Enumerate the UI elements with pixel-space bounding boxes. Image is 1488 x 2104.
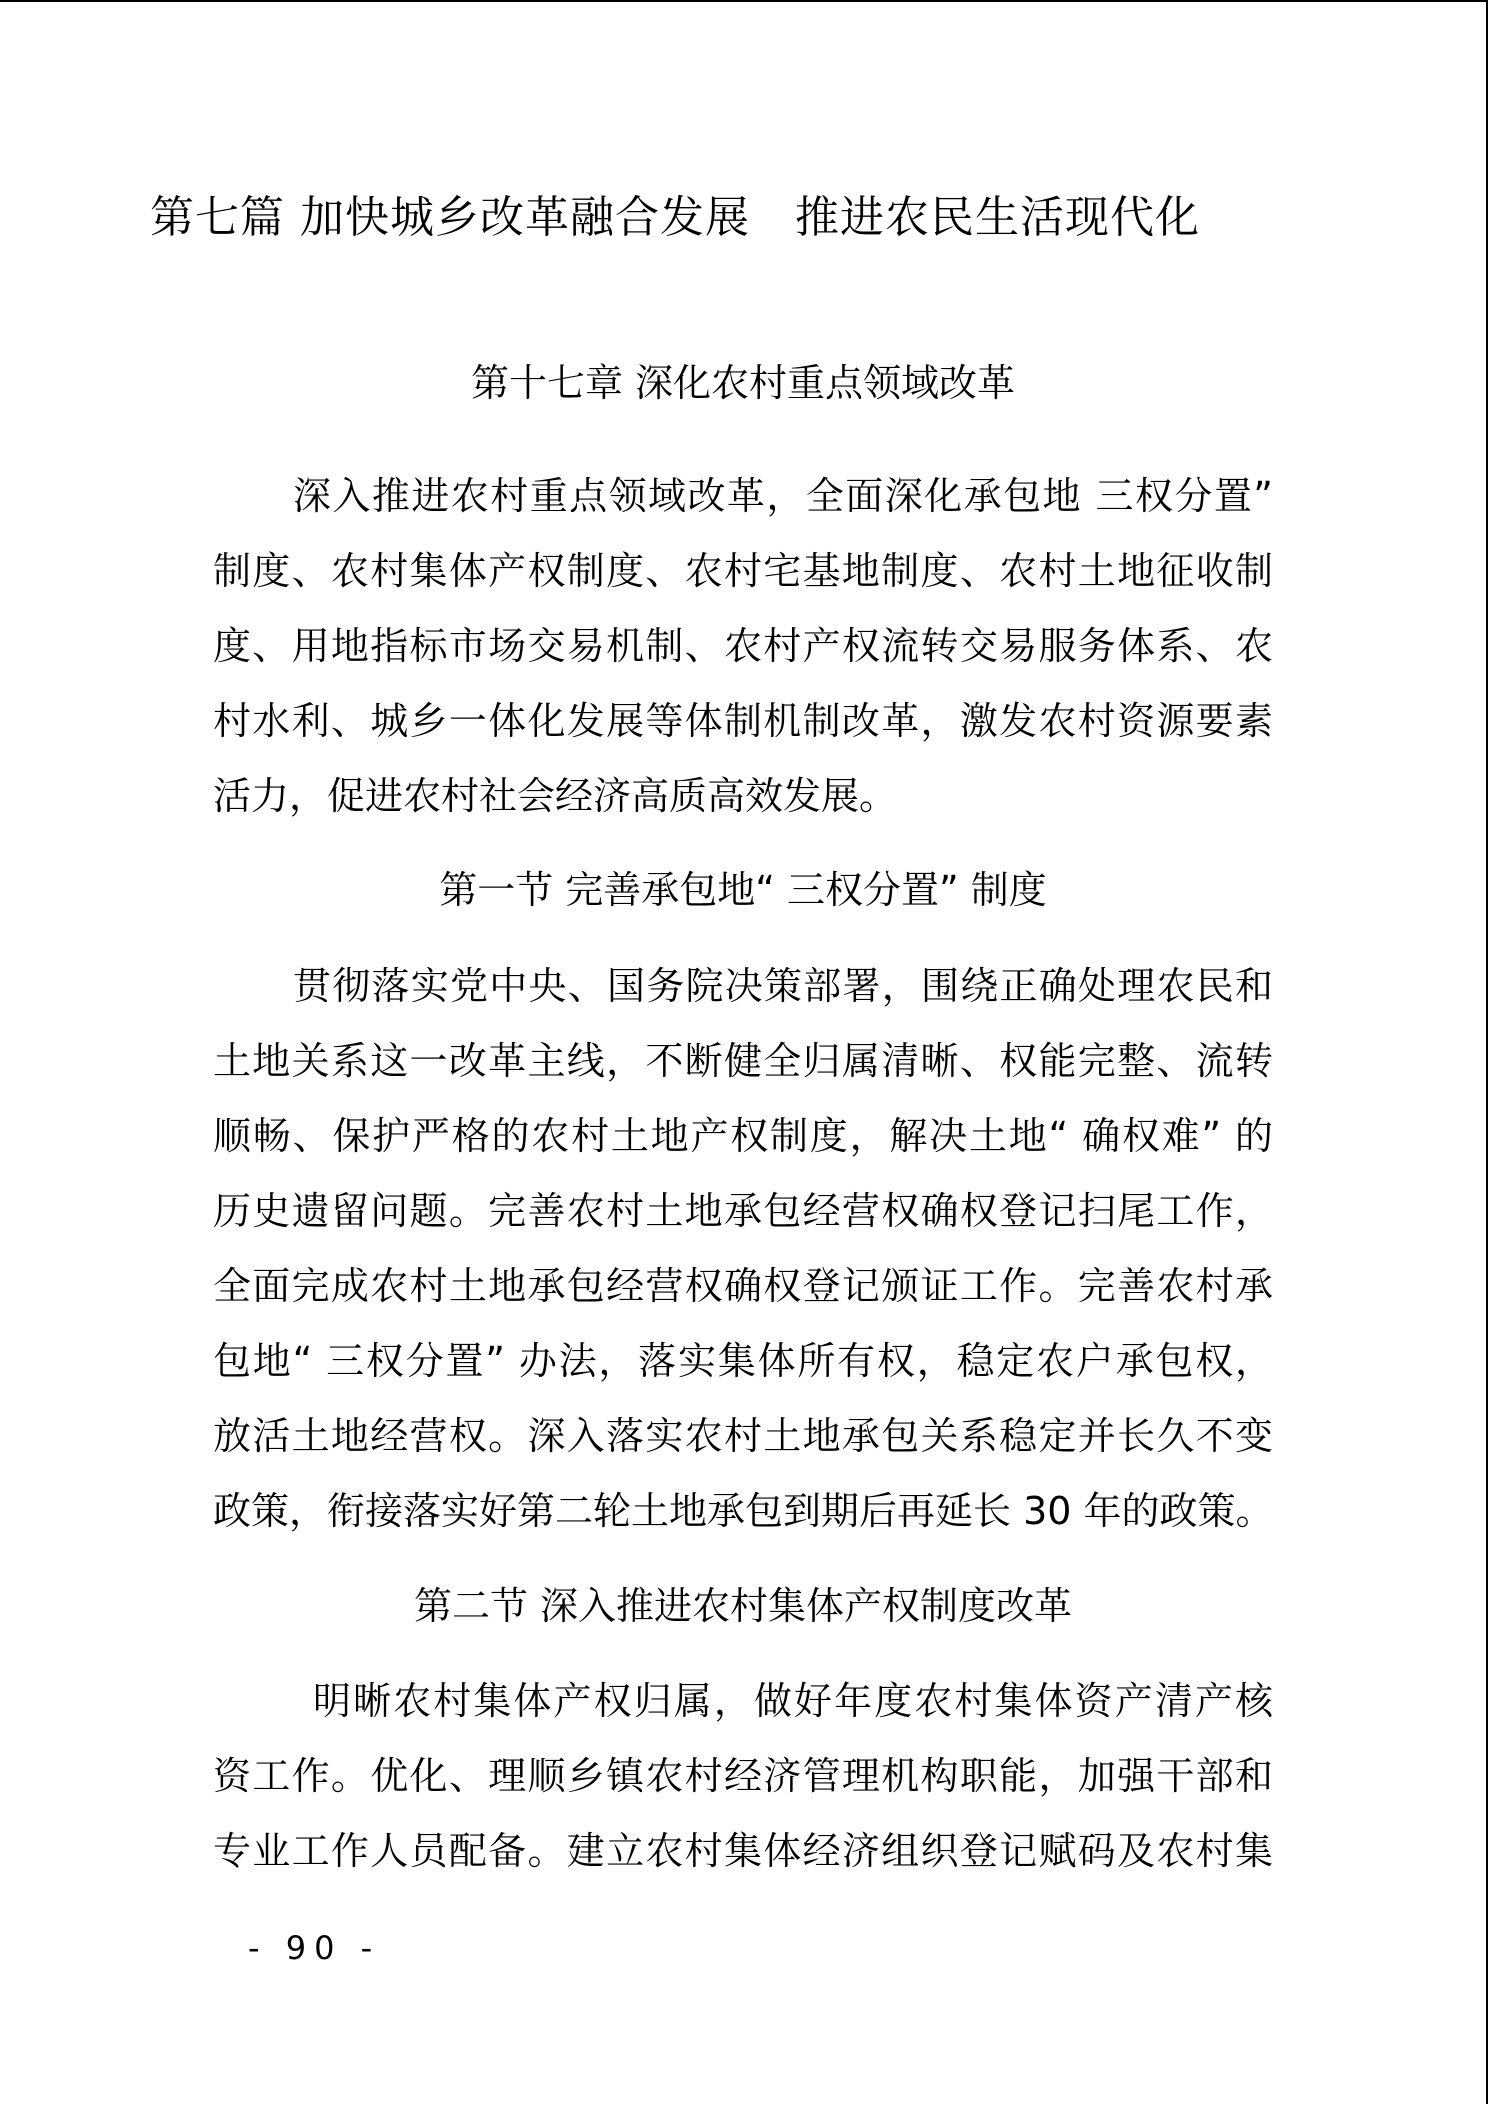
paragraph-line: 度、用地指标市场交易机制、农村产权流转交易服务体系、农 xyxy=(213,624,1273,668)
page-border-top xyxy=(0,0,1488,2)
paragraph-line: 政策，衔接落实好第二轮土地承包到期后再延长 30 年的政策。 xyxy=(213,1489,1274,1533)
paragraph-line: 历史遗留问题。完善农村土地承包经营权确权登记扫尾工作， xyxy=(213,1189,1273,1233)
paragraph-line: 专业工作人员配备。建立农村集体经济组织登记赋码及农村集 xyxy=(213,1829,1273,1873)
paragraph-line: 顺畅、保护严格的农村土地产权制度，解决土地“ 确权难” 的 xyxy=(213,1114,1273,1158)
section-heading-1: 第一节 完善承包地“ 三权分置” 制度 xyxy=(439,868,1047,912)
paragraph-line: 贯彻落实党中央、国务院决策部署，围绕正确处理农民和 xyxy=(293,964,1273,1008)
paragraph-line: 资工作。优化、理顺乡镇农村经济管理机构职能，加强干部和 xyxy=(213,1754,1273,1798)
section-heading-2: 第二节 深入推进农村集体产权制度改革 xyxy=(413,1584,1073,1628)
paragraph-line: 包地“ 三权分置” 办法，落实集体所有权，稳定农户承包权， xyxy=(213,1339,1273,1383)
chapter-heading: 第十七章 深化农村重点领域改革 xyxy=(470,361,1016,405)
paragraph-line: 制度、农村集体产权制度、农村宅基地制度、农村土地征收制 xyxy=(213,549,1273,593)
paragraph-line: 全面完成农村土地承包经营权确权登记颁证工作。完善农村承 xyxy=(213,1264,1273,1308)
paragraph-line: 村水利、城乡一体化发展等体制机制改革，激发农村资源要素 xyxy=(213,699,1273,743)
paragraph-line: 放活土地经营权。深入落实农村土地承包关系稳定并长久不变 xyxy=(213,1414,1273,1458)
paragraph-line: 活力，促进农村社会经济高质高效发展。 xyxy=(213,774,898,818)
paragraph-line: 深入推进农村重点领域改革，全面深化承包地 三权分置” xyxy=(293,474,1273,518)
paragraph-line: 土地关系这一改革主线，不断健全归属清晰、权能完整、流转 xyxy=(213,1039,1273,1083)
page-number: - 90 - xyxy=(248,1929,381,1967)
part-title: 第七篇 加快城乡改革融合发展 推进农民生活现代化 xyxy=(150,192,1200,243)
paragraph-line: 明晰农村集体产权归属，做好年度农村集体资产清产核 xyxy=(313,1679,1273,1723)
